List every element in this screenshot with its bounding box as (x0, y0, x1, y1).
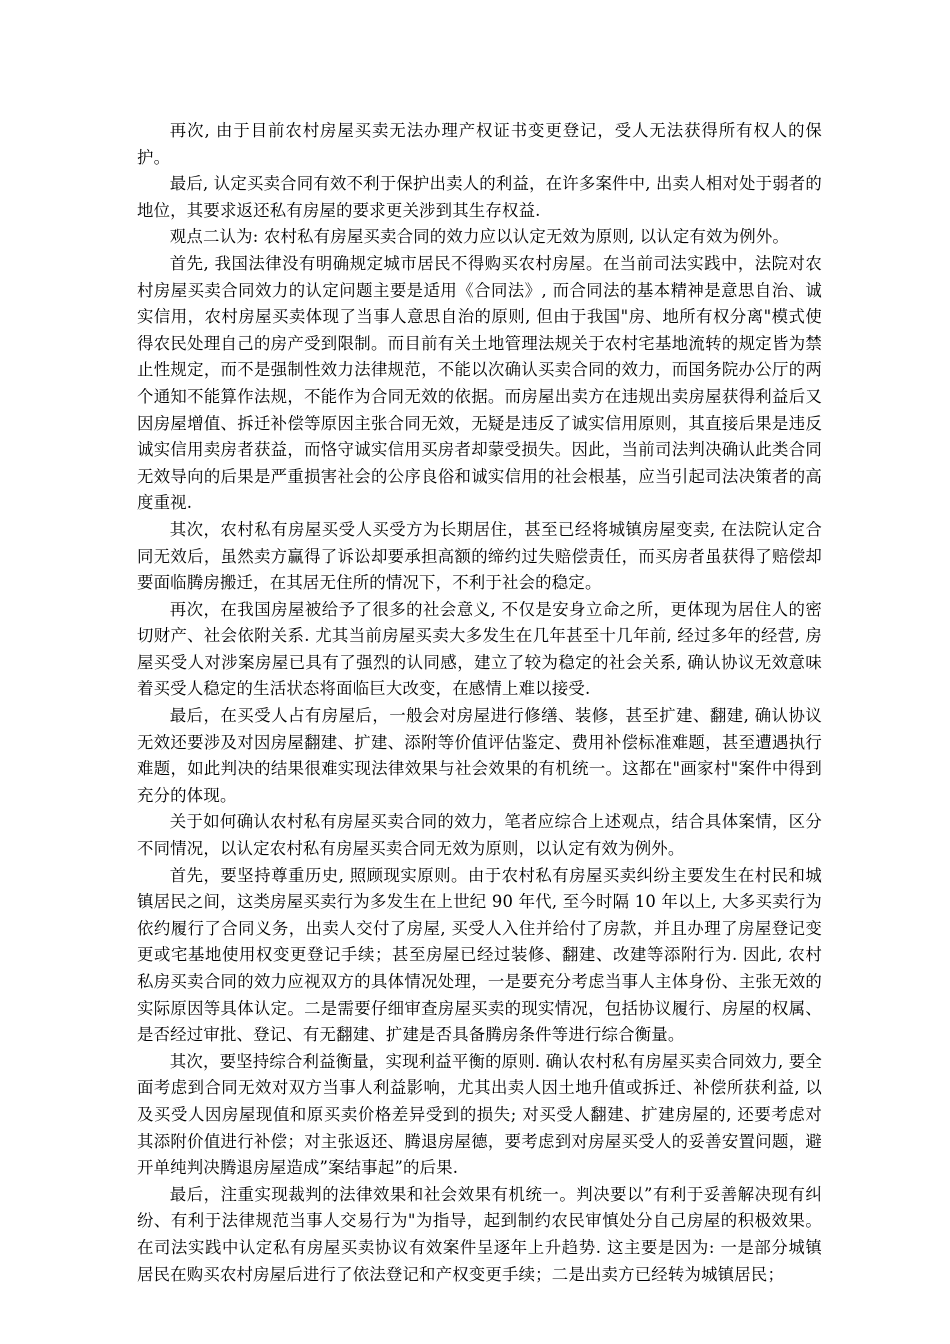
paragraph: 最后, 认定买卖合同有效不利于保护出卖人的利益，在许多案件中, 出卖人相对处于弱者的地位，其要求返还私有房屋的要求更关涉到其生存权益. (137, 174, 822, 220)
paragraph: 首先, 我国法律没有明确规定城市居民不得购买农村房屋。在当前司法实践中，法院对农村房屋买卖合同效力的认定问题主要是适用《合同法》, 而合同法的基本精神是意思自治、诚实信用，农村房屋买卖体现了当事人意思自治的原则, 但由于我国"房、地所有权分离"模式使得农民处理自己的房产受到限制。而目前有关土地管理法规关于农村宅基地流转的规定皆为禁止性规定，而不是强制性效力法律规范，不能以次确认买卖合同的效力，而国务院办公厅的两个通知不能算作法规，不能作为合同无效的依据。而房屋出卖方在违规出卖房屋获得利益后又因房屋增值、拆迁补偿等原因主张合同无效，无疑是违反了诚实信用原则，其直接后果是违反诚实信用卖房者获益，而恪守诚实信用买房者却蒙受损失。因此，当前司法判决确认此类合同无效导向的后果是严重损害社会的公序良俗和诚实信用的社会根基，应当引起司法决策者的高度重视. (137, 253, 822, 513)
paragraph: 关于如何确认农村私有房屋买卖合同的效力，笔者应综合上述观点，结合具体案情，区分不同情况，以认定农村私有房屋买卖合同无效为原则，以认定有效为例外。 (137, 812, 822, 859)
paragraph: 观点二认为: 农村私有房屋买卖合同的效力应以认定无效为原则, 以认定有效为例外。 (169, 227, 790, 247)
paragraph: 最后，注重实现裁判的法律效果和社会效果有机统一。判决要以”有利于妥善解决现有纠纷、有利于法律规范当事人交易行为"为指导，起到制约农民审慎处分自己房屋的积极效果。在司法实践中认定私有房屋买卖协议有效案件呈逐年上升趋势. 这主要是因为: 一是部分城镇居民在购买农村房屋后进行了依法登记和产权变更手续；二是出卖方已经转为城镇居民； (137, 1184, 822, 1284)
paragraph: 再次，在我国房屋被给予了很多的社会意义, 不仅是安身立命之所，更体现为居住人的密切财产、社会依附关系. 尤其当前房屋买卖大多发生在几年甚至十几年前, 经过多年的经营, 房屋买受人对涉案房屋已具有了强烈的认同感，建立了较为稳定的社会关系, 确认协议无效意味着买受人稳定的生活状态将面临巨大改变，在感情上难以接受. (137, 599, 822, 699)
paragraph: 再次, 由于目前农村房屋买卖无法办理产权证书变更登记，受人无法获得所有权人的保护。 (137, 121, 822, 167)
paragraph: 最后，在买受人占有房屋后，一般会对房屋进行修缮、装修，甚至扩建、翻建, 确认协议无效还要涉及对因房屋翻建、扩建、添附等价值评估鉴定、费用补偿标准难题，甚至遭遇执行难题，如此判决的结果很难实现法律效果与社会效果的有机统一。这都在"画家村"案件中得到充分的体现。 (137, 706, 822, 805)
paragraph: 首先，要坚持尊重历史, 照顾现实原则。由于农村私有房屋买卖纠纷主要发生在村民和城镇居民之间，这类房屋买卖行为多发生在上世纪 90 年代, 至今时隔 10 年以上, 大多买卖行为依约履行了合同义务，出卖人交付了房屋, 买受人入住并给付了房款，并且办理了房屋登记变更或宅基地使用权变更登记手续；甚至房屋已经过装修、翻建、改建等添附行为. 因此, 农村私房买卖合同的效力应视双方的具体情况处理，一是要充分考虑当事人主体身份、主张无效的实际原因等具体认定。二是需要仔细审查房屋买卖的现实情况，包括协议履行、房屋的权属、是否经过审批、登记、有无翻建、扩建是否具备腾房条件等进行综合衡量。 (137, 865, 822, 1045)
document-body (137, 118, 822, 1288)
paragraph: 其次，农村私有房屋买受人买受方为长期居住，甚至已经将城镇房屋变卖, 在法院认定合同无效后，虽然卖方赢得了诉讼却要承担高额的缔约过失赔偿责任，而买房者虽获得了赔偿却要面临腾房搬迁，在其居无住所的情况下，不利于社会的稳定。 (137, 519, 822, 593)
paragraph: 其次，要坚持综合利益衡量，实现利益平衡的原则. 确认农村私有房屋买卖合同效力, 要全面考虑到合同无效对双方当事人利益影响，尤其出卖人因土地升值或拆迁、补偿所获利益, 以及买受人因房屋现值和原买卖价格差异受到的损失; 对买受人翻建、扩建房屋的, 还要考虑对其添附价值进行补偿；对主张返还、腾退房屋德，要考虑到对房屋买受人的妥善安置问题，避开单纯判决腾退房屋造成”案结事起”的后果. (137, 1051, 822, 1178)
